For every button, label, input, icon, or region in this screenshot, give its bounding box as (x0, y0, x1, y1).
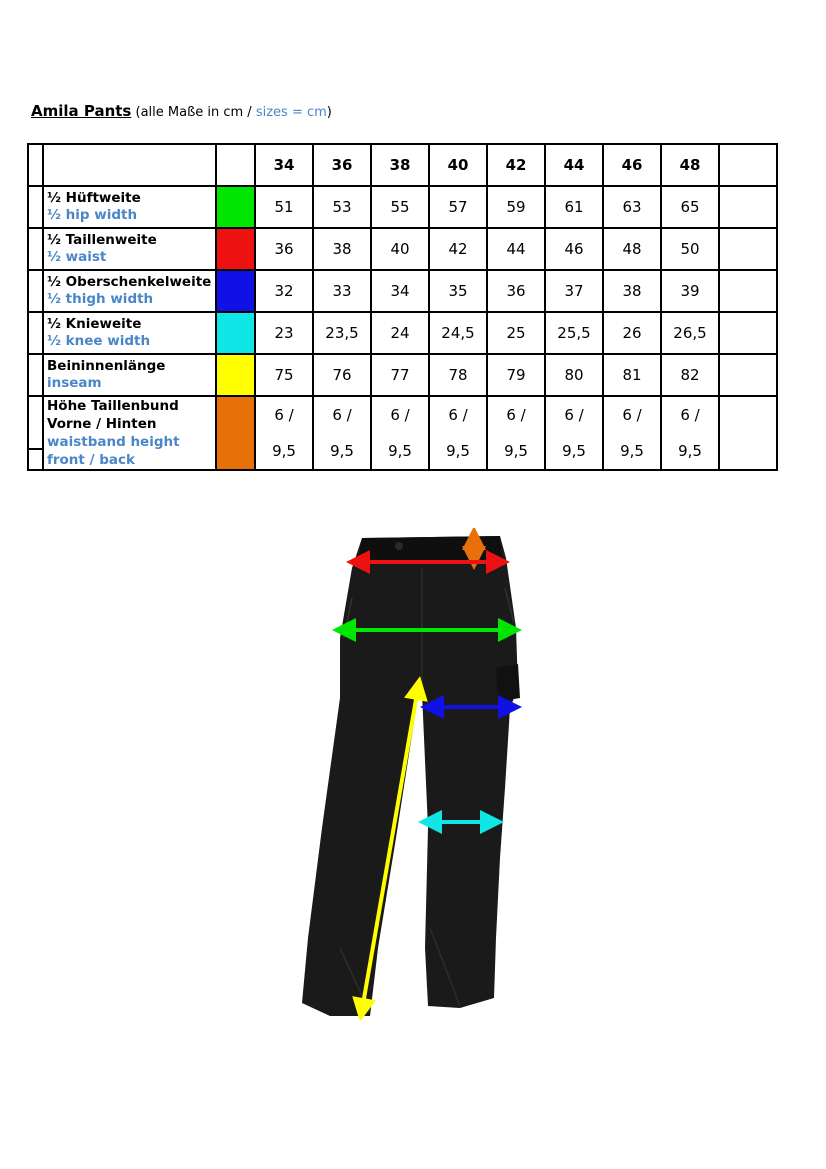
value-cell: 32 (255, 270, 313, 312)
value-cell: 55 (371, 186, 429, 228)
pants-silhouette (302, 536, 518, 1016)
value-front: 6 / (448, 406, 468, 424)
value-cell: 51 (255, 186, 313, 228)
value-cell (487, 396, 545, 470)
extra-column-cell (719, 270, 777, 312)
value-cell (661, 396, 719, 470)
size-header: 48 (661, 144, 719, 186)
color-swatch (217, 187, 254, 227)
label-en: ½ hip width (47, 207, 138, 223)
value-cell: 59 (487, 186, 545, 228)
value-cell: 25 (487, 312, 545, 354)
value-front: 6 / (274, 406, 294, 424)
value-cell (603, 396, 661, 470)
stub-cell (28, 312, 43, 354)
color-swatch (217, 397, 254, 469)
label-de: ½ Taillenweite (47, 232, 157, 248)
size-table (27, 143, 778, 471)
value-cell: 38 (313, 228, 371, 270)
header-swatch-cell (216, 144, 255, 186)
value-cell: 78 (429, 354, 487, 396)
value-cell: 46 (545, 228, 603, 270)
value-back: 9,5 (446, 442, 470, 460)
value-cell: 44 (487, 228, 545, 270)
table-header-row (28, 144, 777, 186)
stub-cell (28, 228, 43, 270)
stub-cell (28, 186, 43, 228)
extra-column-cell (719, 144, 777, 186)
label-de: Vorne / Hinten (47, 416, 157, 432)
value-cell: 80 (545, 354, 603, 396)
extra-column-cell (719, 186, 777, 228)
extra-column-cell (719, 228, 777, 270)
value-front: 6 / (680, 406, 700, 424)
pants-image (300, 528, 532, 1020)
extra-column-cell (719, 354, 777, 396)
value-cell: 23 (255, 312, 313, 354)
table-row (28, 228, 777, 270)
label-en: ½ knee width (47, 333, 151, 349)
units-note-close: ) (326, 105, 332, 120)
value-cell: 50 (661, 228, 719, 270)
size-header: 36 (313, 144, 371, 186)
size-header: 46 (603, 144, 661, 186)
table-row (28, 312, 777, 354)
size-header: 42 (487, 144, 545, 186)
extra-column-cell (719, 396, 777, 470)
value-cell: 38 (603, 270, 661, 312)
measure-label (43, 396, 216, 470)
value-cell: 36 (255, 228, 313, 270)
table-row-waistband (28, 396, 777, 470)
value-cell (545, 396, 603, 470)
label-de: Höhe Taillenbund (47, 398, 179, 414)
table-row (28, 186, 777, 228)
page-title (31, 101, 332, 123)
units-note-open: (alle Maße in cm / (131, 105, 256, 120)
label-en: inseam (47, 375, 102, 391)
value-cell (429, 396, 487, 470)
size-header: 38 (371, 144, 429, 186)
label-de: ½ Knieweite (47, 316, 142, 332)
value-cell: 77 (371, 354, 429, 396)
value-back: 9,5 (620, 442, 644, 460)
value-front: 6 / (390, 406, 410, 424)
color-swatch (217, 229, 254, 269)
label-en: front / back (47, 452, 135, 468)
color-swatch-cell (216, 186, 255, 228)
header-label-cell (43, 144, 216, 186)
size-header: 40 (429, 144, 487, 186)
value-front: 6 / (622, 406, 642, 424)
value-cell: 36 (487, 270, 545, 312)
value-cell: 57 (429, 186, 487, 228)
value-cell: 82 (661, 354, 719, 396)
measure-label (43, 312, 216, 354)
stub-cell (28, 396, 43, 470)
color-swatch (217, 355, 254, 395)
value-cell: 53 (313, 186, 371, 228)
color-swatch (217, 271, 254, 311)
pants-illustration (300, 528, 532, 1020)
label-en: ½ thigh width (47, 291, 154, 307)
value-back: 9,5 (330, 442, 354, 460)
label-en: waistband height (47, 434, 180, 450)
value-back: 9,5 (272, 442, 296, 460)
value-cell: 37 (545, 270, 603, 312)
value-cell: 24,5 (429, 312, 487, 354)
value-cell (313, 396, 371, 470)
value-cell: 23,5 (313, 312, 371, 354)
units-note-en: sizes = cm (255, 105, 327, 120)
value-cell: 35 (429, 270, 487, 312)
label-de: ½ Oberschenkelweite (47, 274, 212, 290)
value-back: 9,5 (504, 442, 528, 460)
measure-label (43, 270, 216, 312)
value-cell: 65 (661, 186, 719, 228)
units-note (131, 105, 332, 120)
value-cell: 26 (603, 312, 661, 354)
product-name: Amila Pants (31, 102, 132, 120)
table-row (28, 270, 777, 312)
value-cell: 76 (313, 354, 371, 396)
measure-label (43, 354, 216, 396)
value-cell: 63 (603, 186, 661, 228)
stub-cell (28, 354, 43, 396)
color-swatch-cell (216, 312, 255, 354)
color-swatch-cell (216, 228, 255, 270)
label-de: ½ Hüftweite (47, 190, 141, 206)
value-back: 9,5 (678, 442, 702, 460)
measure-label (43, 228, 216, 270)
value-cell: 61 (545, 186, 603, 228)
stub-cell (28, 144, 43, 186)
label-de: Beininnenlänge (47, 358, 166, 374)
value-cell (255, 396, 313, 470)
value-back: 9,5 (562, 442, 586, 460)
extra-column-cell (719, 312, 777, 354)
value-cell: 81 (603, 354, 661, 396)
color-swatch-cell (216, 396, 255, 470)
size-header: 34 (255, 144, 313, 186)
measure-label (43, 186, 216, 228)
value-cell: 26,5 (661, 312, 719, 354)
value-cell: 39 (661, 270, 719, 312)
value-back: 9,5 (388, 442, 412, 460)
value-front: 6 / (332, 406, 352, 424)
value-front: 6 / (564, 406, 584, 424)
color-swatch-cell (216, 354, 255, 396)
value-cell: 33 (313, 270, 371, 312)
value-cell: 34 (371, 270, 429, 312)
value-cell: 24 (371, 312, 429, 354)
table-row (28, 354, 777, 396)
value-cell: 75 (255, 354, 313, 396)
value-cell: 79 (487, 354, 545, 396)
value-cell: 25,5 (545, 312, 603, 354)
color-swatch (217, 313, 254, 353)
value-cell: 48 (603, 228, 661, 270)
size-header: 44 (545, 144, 603, 186)
label-en: ½ waist (47, 249, 107, 265)
value-front: 6 / (506, 406, 526, 424)
stub-cell (28, 270, 43, 312)
color-swatch-cell (216, 270, 255, 312)
value-cell (371, 396, 429, 470)
value-cell: 40 (371, 228, 429, 270)
value-cell: 42 (429, 228, 487, 270)
